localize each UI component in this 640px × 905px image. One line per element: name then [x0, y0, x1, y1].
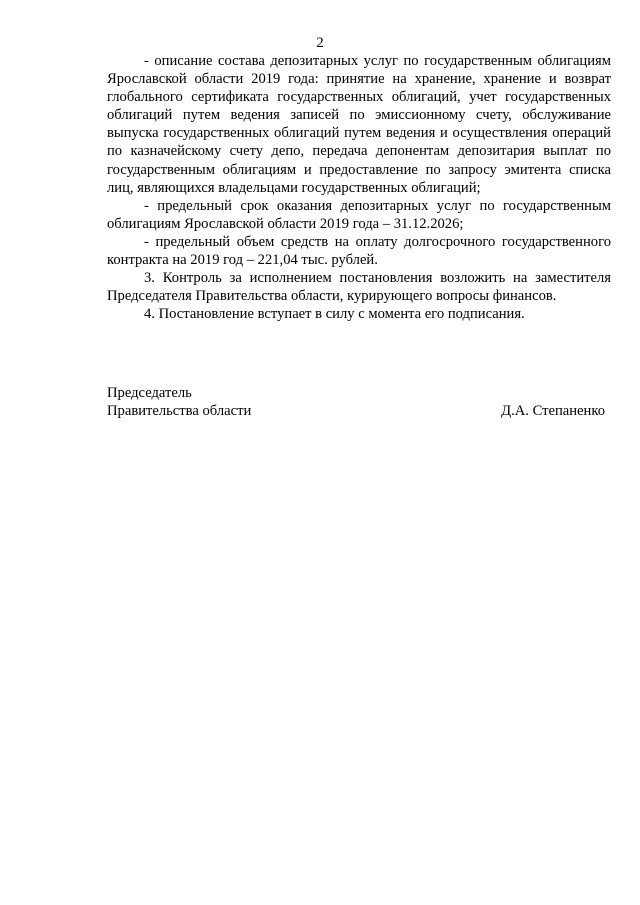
paragraph-service-deadline: - предельный срок оказания депозитарных услуг по государственным облигациям Ярославской области 2019 года – 31.12.2026; [107, 197, 611, 232]
signatory-name: Д.А. Степаненко [501, 403, 605, 420]
page-number: 2 [316, 35, 324, 51]
signature-block [107, 384, 611, 420]
signatory-position-line2: Правительства области [107, 403, 252, 420]
signature-row [107, 402, 611, 420]
paragraph-funding-limit: - предельный объем средств на оплату долгосрочного государственного контракта на 2019 год – 221,04 тыс. рублей. [107, 233, 611, 269]
document-body [107, 52, 611, 323]
signatory-position-line1: Председатель [107, 385, 192, 401]
paragraph-effective-date: 4. Постановление вступает в силу с момента его подписания. [144, 306, 525, 323]
paragraph-depository-services-description: - описание состава депозитарных услуг по государственным облигациям Ярославской области 2019 года: принятие на хранение, хранение и возврат глобального сертификата государственных облигаций, учет государственных облигаций путем ведения записей по эмиссионному счету, обслуживание выпуска государственных облигаций путем ведения и осуществления операций по казначейскому счету депо, передача депонентам депозитария выплат по государственным облигациям и предоставление по запросу эмитента списка лиц, являющихся владельцами государственных облигаций; [107, 53, 611, 196]
paragraph-control-clause: 3. Контроль за исполнением постановления возложить на заместителя Председателя Правительства области, курирующего вопросы финансов. [107, 270, 611, 305]
